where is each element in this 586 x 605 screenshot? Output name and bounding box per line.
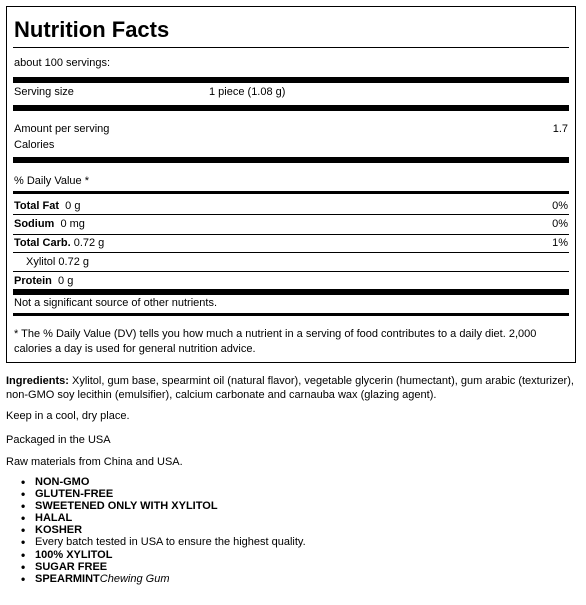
nutrient-amount: 0.72 g bbox=[58, 256, 89, 268]
divider bbox=[13, 214, 569, 215]
thick-divider bbox=[13, 289, 569, 295]
thick-divider bbox=[13, 77, 569, 83]
nutrient-amount: 0.72 g bbox=[73, 237, 105, 249]
thick-divider bbox=[13, 105, 569, 111]
list-item: • SWEETENED ONLY WITH XYLITOL bbox=[35, 500, 306, 512]
nutrient-row-xylitol bbox=[26, 256, 89, 268]
divider bbox=[13, 47, 569, 48]
list-item: • NON-GMO bbox=[35, 476, 306, 488]
panel-title: Nutrition Facts bbox=[14, 17, 170, 42]
medium-divider bbox=[13, 313, 569, 316]
calories-label: Calories bbox=[14, 139, 55, 151]
list-item: • 100% XYLITOL bbox=[35, 549, 306, 561]
nutrient-row-sodium bbox=[14, 218, 85, 230]
nutrient-dv: 0% bbox=[552, 218, 568, 230]
nutrient-name: Sodium bbox=[14, 218, 55, 230]
ingredients-label: Ingredients: bbox=[6, 375, 69, 387]
nutrient-dv: 1% bbox=[552, 237, 568, 249]
daily-value-footnote: * The % Daily Value (DV) tells you how much a nutrient in a serving of food contributes to a daily diet. 2,000 calories a day is used for general nutrition advice. bbox=[14, 328, 537, 355]
list-item: • Every batch tested in USA to ensure the highest quality. bbox=[35, 536, 306, 548]
list-item: • KOSHER bbox=[35, 524, 306, 536]
nutrient-row-total-carb bbox=[14, 237, 104, 249]
not-significant-note: Not a significant source of other nutrients. bbox=[14, 297, 217, 309]
nutrient-amount: 0 g bbox=[58, 275, 74, 287]
raw-materials: Raw materials from China and USA. bbox=[6, 456, 183, 468]
packaged-in: Packaged in the USA bbox=[6, 434, 111, 446]
nutrient-row-total-fat bbox=[14, 200, 80, 212]
ingredients-section bbox=[6, 374, 576, 402]
nutrient-name: Total Fat bbox=[14, 200, 60, 212]
nutrient-name: Protein bbox=[14, 275, 52, 287]
medium-divider bbox=[13, 191, 569, 194]
serving-size-value: 1 piece (1.08 g) bbox=[209, 86, 286, 98]
serving-size-label: Serving size bbox=[14, 86, 74, 98]
feature-list bbox=[15, 476, 306, 585]
nutrition-facts-panel bbox=[6, 6, 576, 363]
storage-instructions: Keep in a cool, dry place. bbox=[6, 410, 130, 422]
daily-value-header: % Daily Value * bbox=[14, 175, 89, 187]
list-item: • HALAL bbox=[35, 512, 306, 524]
divider bbox=[13, 234, 569, 235]
amount-per-serving: Amount per serving bbox=[14, 123, 110, 135]
list-item: • SPEARMINTChewing Gum bbox=[35, 573, 306, 585]
nutrient-amount: 0 g bbox=[65, 200, 81, 212]
nutrient-name: Xylitol bbox=[26, 256, 56, 268]
nutrient-dv: 0% bbox=[552, 200, 568, 212]
divider bbox=[13, 271, 569, 272]
list-item: • SUGAR FREE bbox=[35, 561, 306, 573]
calories-value: 1.7 bbox=[552, 123, 568, 135]
nutrient-row-protein bbox=[14, 275, 73, 287]
ingredients-text: Xylitol, gum base, spearmint oil (natural flavor), vegetable glycerin (humectant), gum arabic (texturizer), non-GMO soy lecithin (emulsifier), calcium carbonate and carnauba wax (glazing agent). bbox=[6, 375, 574, 401]
nutrient-name: Total Carb. bbox=[14, 237, 71, 249]
servings-per-container: about 100 servings: bbox=[14, 57, 111, 69]
thick-divider bbox=[13, 157, 569, 163]
divider bbox=[13, 252, 569, 253]
nutrient-amount: 0 mg bbox=[60, 218, 85, 230]
list-item: • GLUTEN-FREE bbox=[35, 488, 306, 500]
